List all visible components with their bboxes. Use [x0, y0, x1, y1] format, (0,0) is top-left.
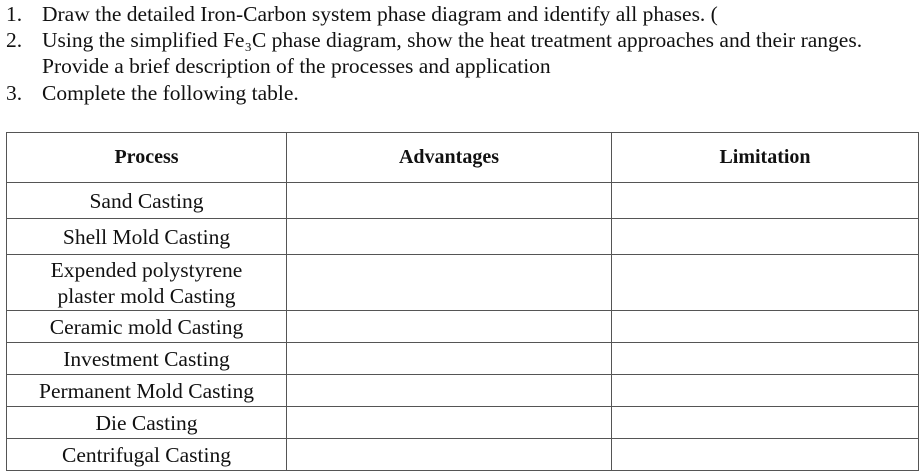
process-name: Ceramic mold Casting	[49, 314, 244, 339]
table-row	[7, 183, 919, 219]
process-name: Sand Casting	[89, 188, 204, 213]
advantages-cell[interactable]	[287, 219, 612, 255]
table-row	[7, 219, 919, 255]
advantages-cell[interactable]	[287, 255, 612, 311]
limitation-cell[interactable]	[612, 311, 919, 343]
limitation-cell[interactable]	[612, 407, 919, 439]
question-number: 1.	[6, 2, 23, 26]
process-cell	[7, 219, 287, 255]
process-cell	[7, 375, 287, 407]
advantages-cell[interactable]	[287, 311, 612, 343]
process-cell	[7, 407, 287, 439]
advantages-cell[interactable]	[287, 439, 612, 471]
table-row	[7, 407, 919, 439]
advantages-cell[interactable]	[287, 183, 612, 219]
header-process: Process	[7, 133, 287, 183]
advantages-cell[interactable]	[287, 343, 612, 375]
question-number: 2.	[6, 28, 23, 52]
limitation-cell[interactable]	[612, 343, 919, 375]
table-row	[7, 439, 919, 471]
question-text-continuation: Provide a brief description of the processes and application	[42, 54, 551, 78]
table-row	[7, 255, 919, 311]
limitation-cell[interactable]	[612, 255, 919, 311]
limitation-cell[interactable]	[612, 183, 919, 219]
question-text: Draw the detailed Iron-Carbon system phase diagram and identify all phases. (	[42, 2, 718, 26]
table-row	[7, 343, 919, 375]
advantages-cell[interactable]	[287, 407, 612, 439]
table-header-row	[7, 133, 919, 183]
table-row	[7, 375, 919, 407]
process-cell	[7, 311, 287, 343]
casting-process-table	[6, 132, 919, 471]
header-advantages: Advantages	[287, 133, 612, 183]
limitation-cell[interactable]	[612, 439, 919, 471]
process-name: Investment Casting	[63, 346, 230, 371]
process-name: Shell Mold Casting	[62, 224, 231, 249]
process-cell	[7, 439, 287, 471]
process-cell	[7, 255, 287, 311]
process-name: Die Casting	[95, 410, 198, 435]
advantages-cell[interactable]	[287, 375, 612, 407]
table-row	[7, 311, 919, 343]
question-number: 3.	[6, 81, 23, 105]
process-name: Expended polystyrene plaster mold Casting	[50, 257, 243, 308]
casting-process-table-container	[6, 132, 918, 468]
limitation-cell[interactable]	[612, 219, 919, 255]
process-cell	[7, 183, 287, 219]
process-name: Centrifugal Casting	[62, 442, 231, 467]
process-cell	[7, 343, 287, 375]
question-text: Complete the following table.	[42, 81, 299, 105]
limitation-cell[interactable]	[612, 375, 919, 407]
process-name: Permanent Mold Casting	[39, 378, 254, 403]
header-limitation: Limitation	[612, 133, 919, 183]
question-text: Using the simplified Fe₃C phase diagram, show the heat treatment approaches and their ranges.	[42, 28, 863, 52]
